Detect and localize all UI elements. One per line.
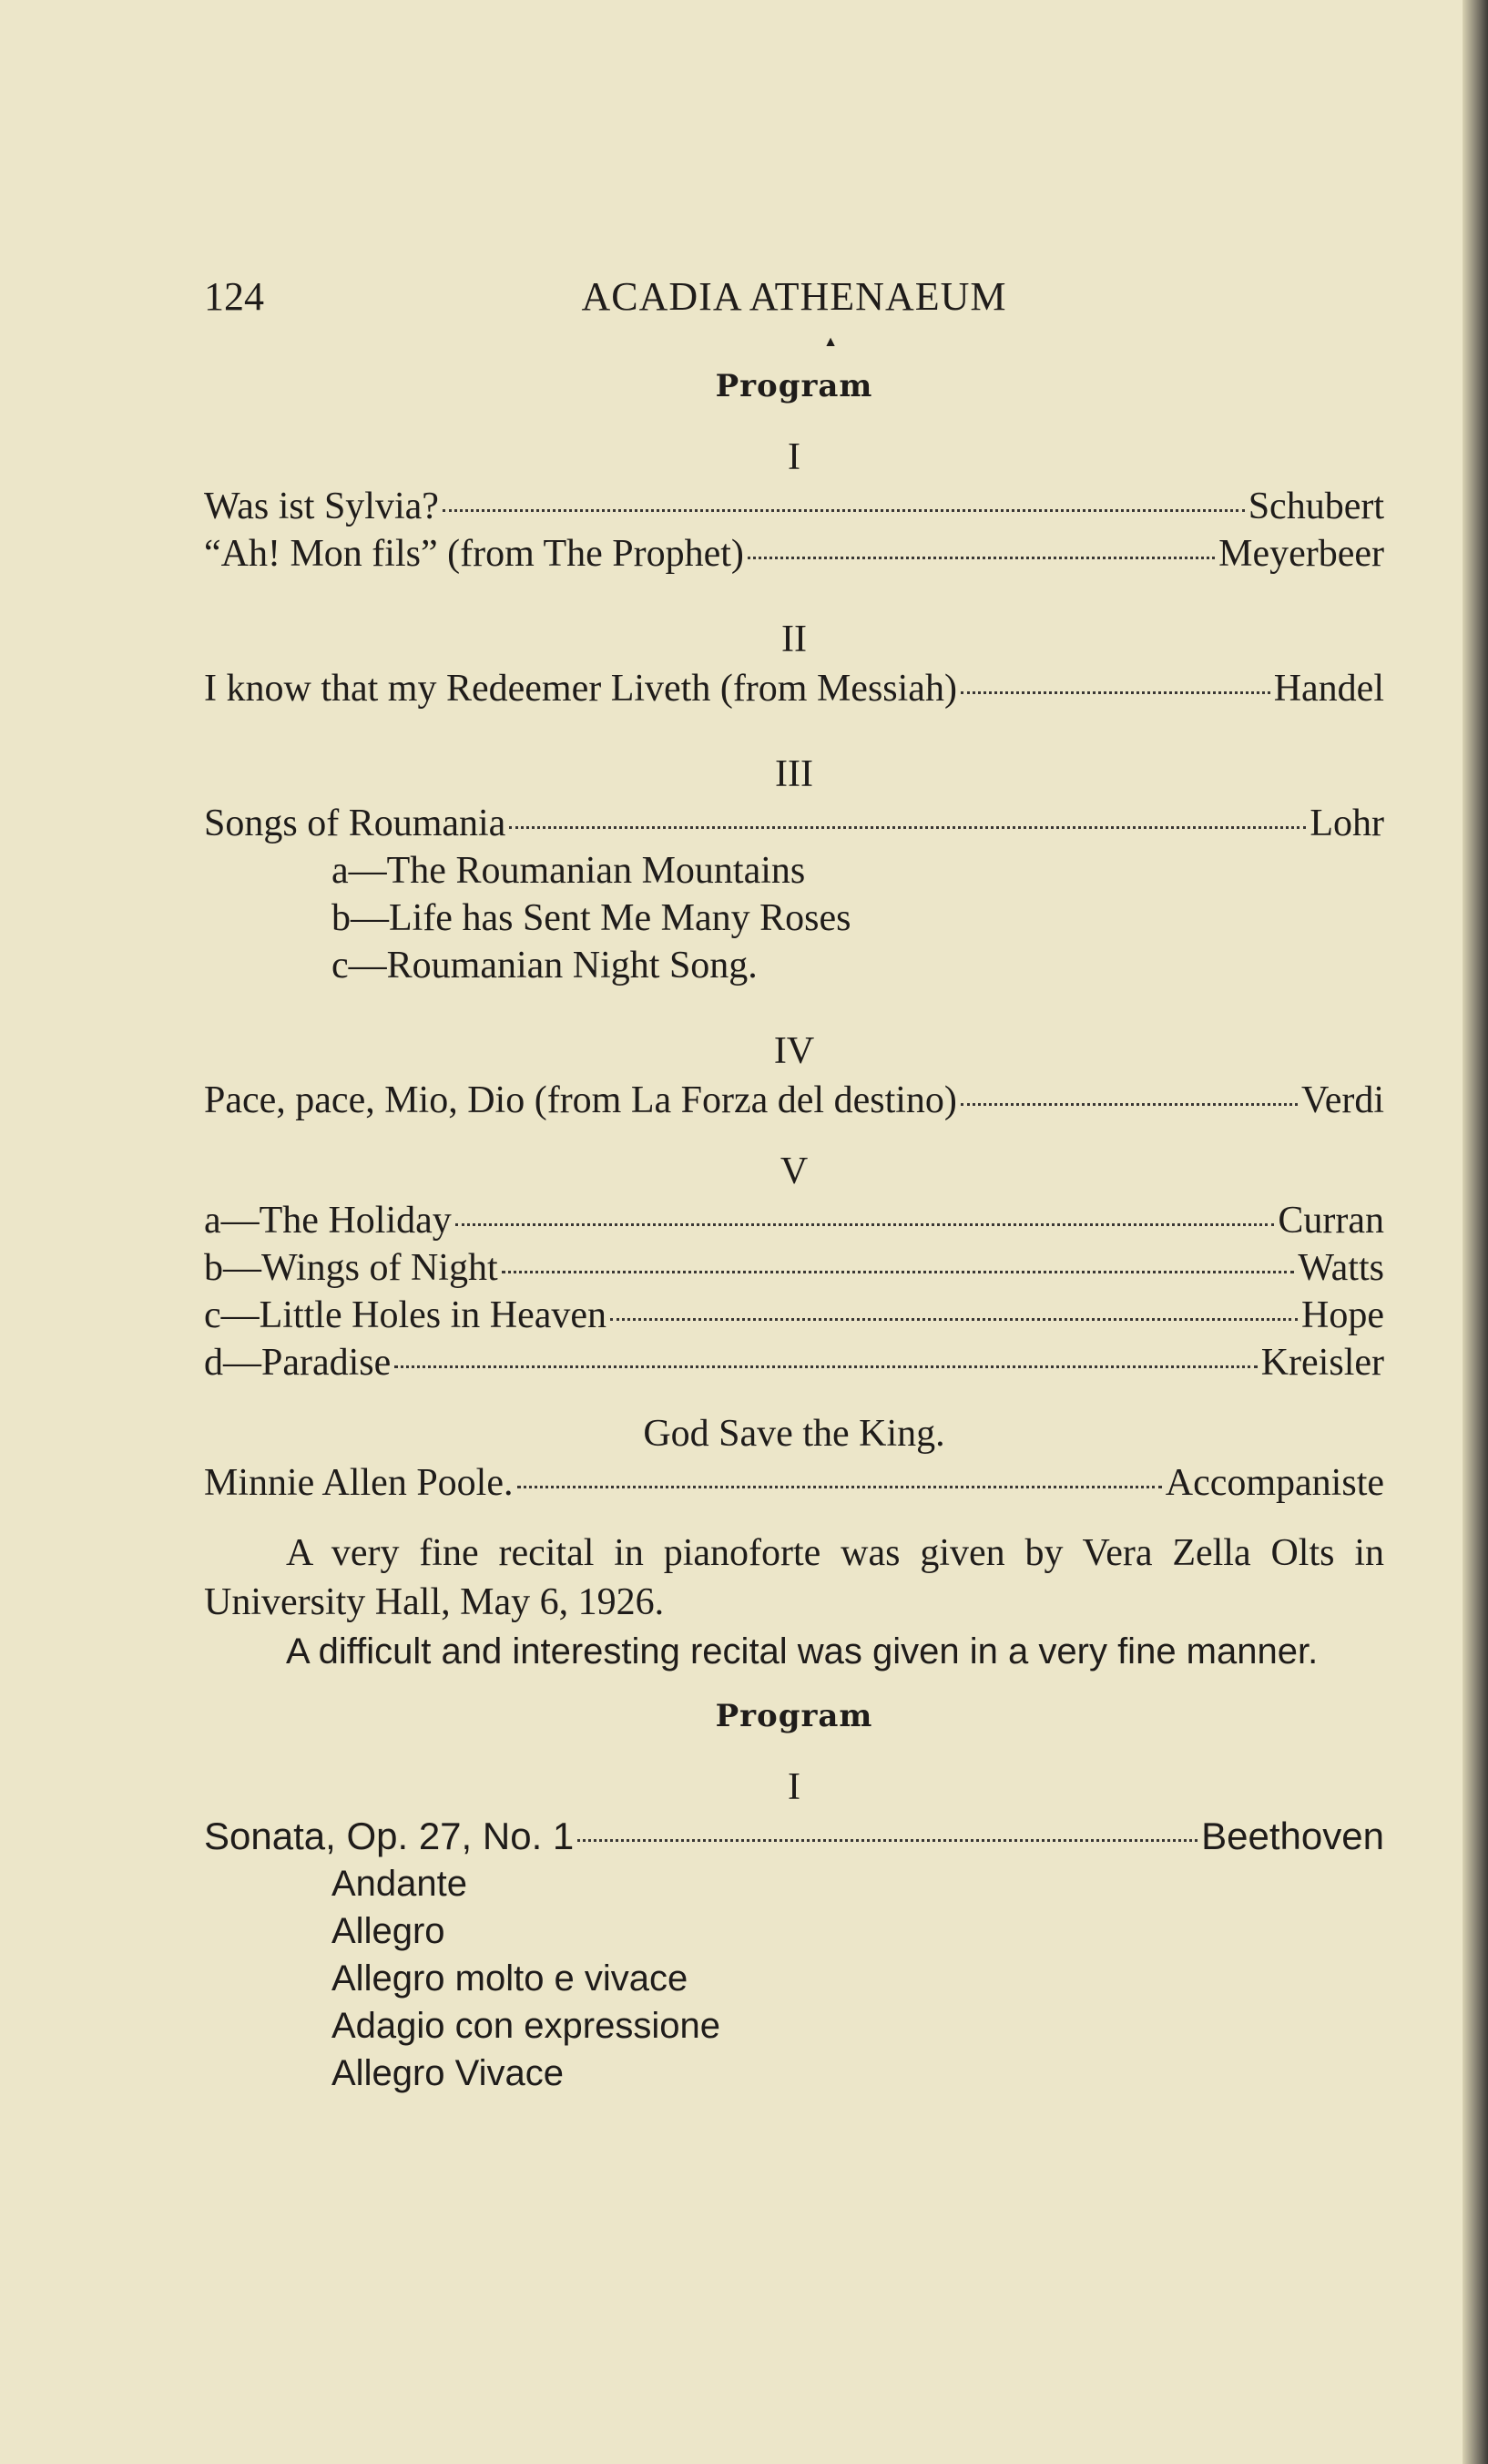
recital-paragraph: A very fine recital in pianoforte was given by Vera Zella Olts in University Hall, May 6, 1926. [204,1532,1384,1623]
movement: Allegro Vivace [331,2053,564,2093]
composer: Kreisler [1260,1342,1384,1384]
accompanist-name: Minnie Allen Poole. [204,1462,514,1504]
program-entry [204,665,1384,712]
program-entry [204,483,1384,530]
section-numeral: I [788,436,800,478]
dot-leader [961,691,1270,694]
page-number: 124 [204,274,264,319]
composer: Lohr [1310,803,1384,844]
piece-title: Songs of Roumania [204,803,506,844]
page-edge [1463,0,1488,2464]
section-numeral: III [775,753,813,795]
section-numeral: II [781,619,807,660]
movement: Adagio con expressione [331,2006,720,2046]
composer: Watts [1298,1247,1384,1289]
piece-title: c—Little Holes in Heaven [204,1294,607,1336]
dot-leader [394,1365,1257,1368]
piece-title: Was ist Sylvia? [204,486,439,527]
composer: Meyerbeer [1218,533,1384,575]
dot-leader [748,557,1215,559]
recital-paragraph: A difficult and interesting recital was given in a very fine manner. [286,1631,1319,1672]
page-content [204,273,1384,2097]
piece-title: Pace, pace, Mio, Dio (from La Forza del destino) [204,1079,957,1121]
section-numeral: I [788,1766,800,1808]
accompanist-role: Accompaniste [1165,1462,1384,1504]
closing-anthem: God Save the King. [643,1413,945,1455]
composer: Handel [1273,668,1384,710]
movement: Andante [331,1864,468,1904]
dot-leader [517,1486,1162,1488]
dot-leader [509,826,1306,829]
composer: Curran [1278,1200,1384,1242]
composer: Hope [1301,1294,1384,1336]
program-entry [204,800,1384,847]
program-entry [204,1077,1384,1124]
dot-leader [443,509,1245,512]
program-entry [204,530,1384,578]
journal-title: ACADIA ATHENAEUM [581,274,1007,319]
dot-leader [577,1839,1198,1842]
accompanist-entry [204,1459,1384,1507]
piece-title: b—Wings of Night [204,1247,498,1289]
dot-leader [502,1271,1295,1273]
section-numeral: IV [773,1030,815,1072]
program-heading: Program [715,368,873,404]
dot-leader [610,1318,1298,1321]
piece-title: I know that my Redeemer Liveth (from Messiah) [204,668,957,710]
composer: Beethoven [1201,1815,1384,1857]
piece-title: a—The Holiday [204,1200,452,1242]
piece-title: d—Paradise [204,1342,392,1384]
sub-item: c—Roumanian Night Song. [331,945,758,987]
composer: Verdi [1301,1079,1384,1121]
program-entry [204,1197,1384,1244]
movement: Allegro molto e vivace [331,1958,688,1999]
program-heading: Program [715,1698,873,1734]
piece-title: Sonata, Op. 27, No. 1 [204,1815,575,1857]
header-ornament: ▲ [823,334,838,350]
piece-title: “Ah! Mon fils” (from The Prophet) [204,533,744,575]
program-entry [204,1339,1384,1386]
sub-item: b—Life has Sent Me Many Roses [331,897,851,939]
program-entry [204,1813,1384,1860]
composer: Schubert [1248,486,1384,527]
movement: Allegro [331,1911,445,1951]
program-entry [204,1244,1384,1292]
section-numeral: V [780,1150,809,1192]
page-header [204,273,1384,332]
dot-leader [455,1223,1275,1226]
program-entry [204,1292,1384,1339]
sub-item: a—The Roumanian Mountains [331,850,806,892]
dot-leader [961,1103,1298,1106]
